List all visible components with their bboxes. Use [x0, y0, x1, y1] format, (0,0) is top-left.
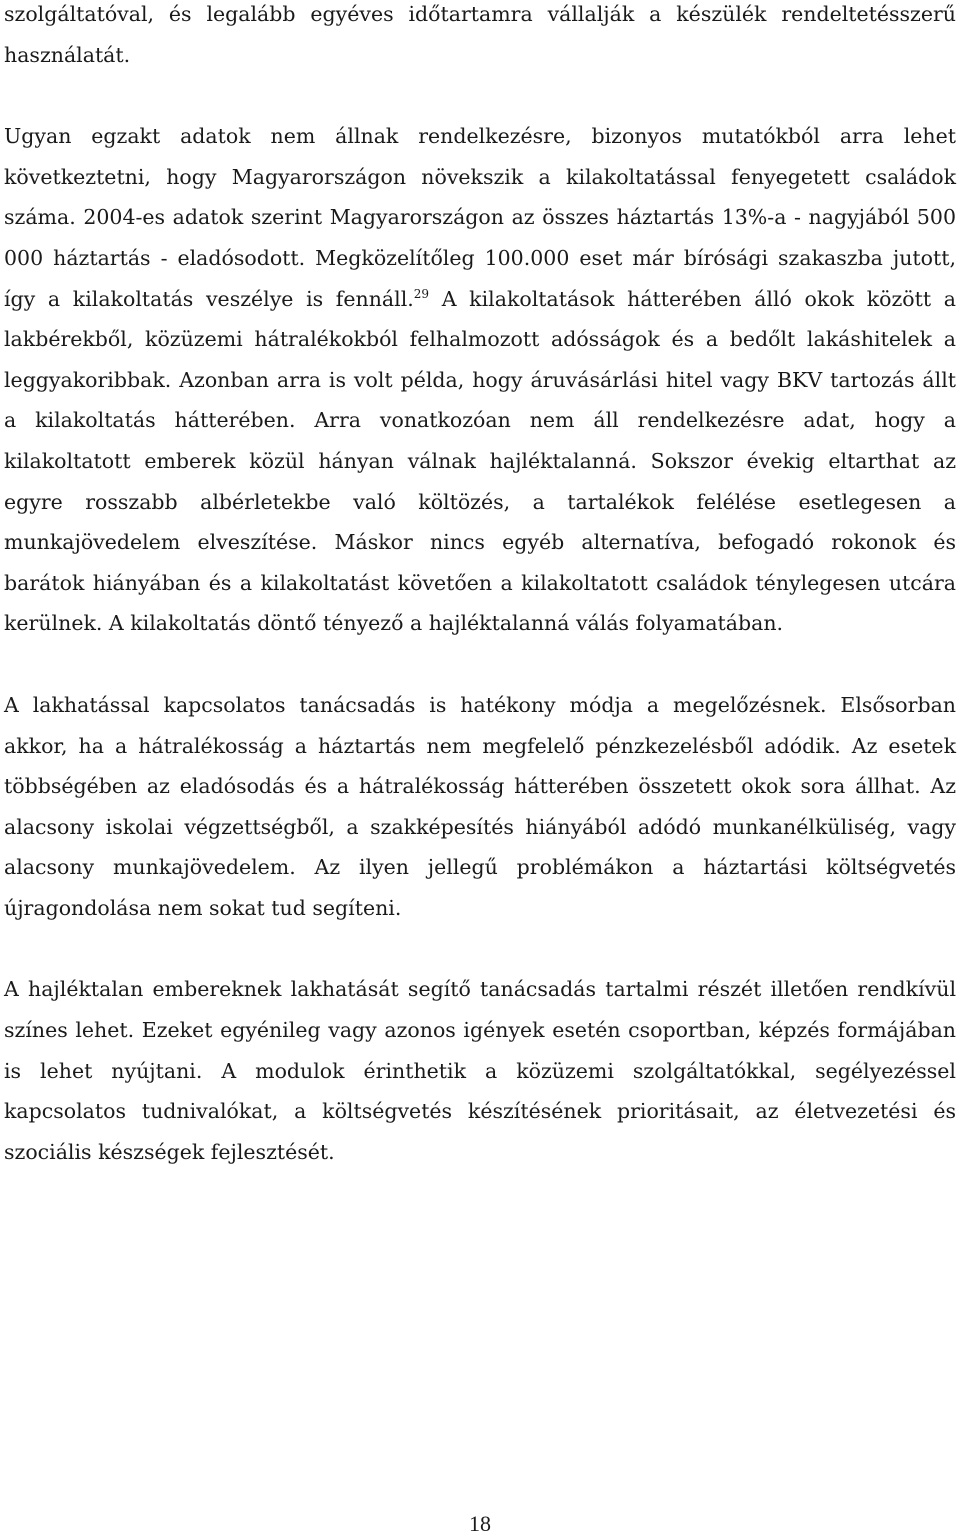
paragraph-2-text-part-1: Ugyan egzakt adatok nem állnak rendelkezésre, bizonyos mutatókból arra lehet következtetni, hogy Magyarországon növekszik a kilakoltatással fenyegetett családok száma. 2004-es adatok szerint Magyarországon az összes háztartás 13%-a - nagyjából 500 000 háztartás - eladósodott. Megközelítőleg 100.000 eset már bírósági szakaszba jutott, így a kilakoltatás veszélye is fennáll. [4, 124, 956, 311]
paragraph-1: szolgáltatóval, és legalább egyéves időtartamra vállalják a készülék rendeltetésszerű használatát. [4, 2, 956, 67]
paragraph-gap [4, 644, 956, 685]
footnote-reference[interactable]: 29 [413, 286, 430, 301]
page-number: 18 [469, 1511, 491, 1536]
document-page [4, 0, 956, 1172]
paragraph-gap [4, 75, 956, 116]
paragraph-2 [4, 116, 956, 644]
paragraph-4: A hajléktalan embereknek lakhatását segítő tanácsadás tartalmi részét illetően rendkívül színes lehet. Ezeket egyénileg vagy azonos igények esetén csoportban, képzés formájában is lehet nyújtani. A modulok érinthetik a közüzemi szolgáltatókkal, segélyezéssel kapcsolatos tudnivalókat, a költségvetés készítésének prioritásait, az életvezetési és szociális készségek fejlesztését. [4, 977, 956, 1164]
paragraph-gap [4, 928, 956, 969]
paragraph-2-text-part-2: A kilakoltatások hátterében álló okok között a lakbérekből, közüzemi hátralékokból felhalmozott adósságok és a bedőlt lakáshitelek a leggyakoribbak. Azonban arra is volt példa, hogy áruvásárlási hitel vagy BKV tartozás állt a kilakoltatás hátterében. Arra vonatkozóan nem áll rendelkezésre adat, hogy a kilakoltatott emberek közül hányan válnak hajléktalanná. Sokszor évekig eltarthat az egyre rosszabb albérletekbe való költözés, a tartalékok felélése esetlegesen a munkajövedelem elveszítése. Máskor nincs egyéb alternatíva, befogadó rokonok és barátok hiányában és a kilakoltatást követően a kilakoltatott családok ténylegesen utcára kerülnek. A kilakoltatás döntő tényező a hajléktalanná válás folyamatában. [4, 286, 956, 636]
paragraph-3: A lakhatással kapcsolatos tanácsadás is hatékony módja a megelőzésnek. Elsősorban akkor, ha a hátralékosság a háztartás nem megfelelő pénzkezelésből adódik. Az esetek többségében az eladósodás és a hátralékosság hátterében összetett okok sora állhat. Az alacsony iskolai végzettségből, a szakképesítés hiányából adódó munkanélküliség, vagy alacsony munkajövedelem. Az ilyen jellegű problémákon a háztartási költségvetés újragondolása nem sokat tud segíteni. [4, 692, 956, 920]
